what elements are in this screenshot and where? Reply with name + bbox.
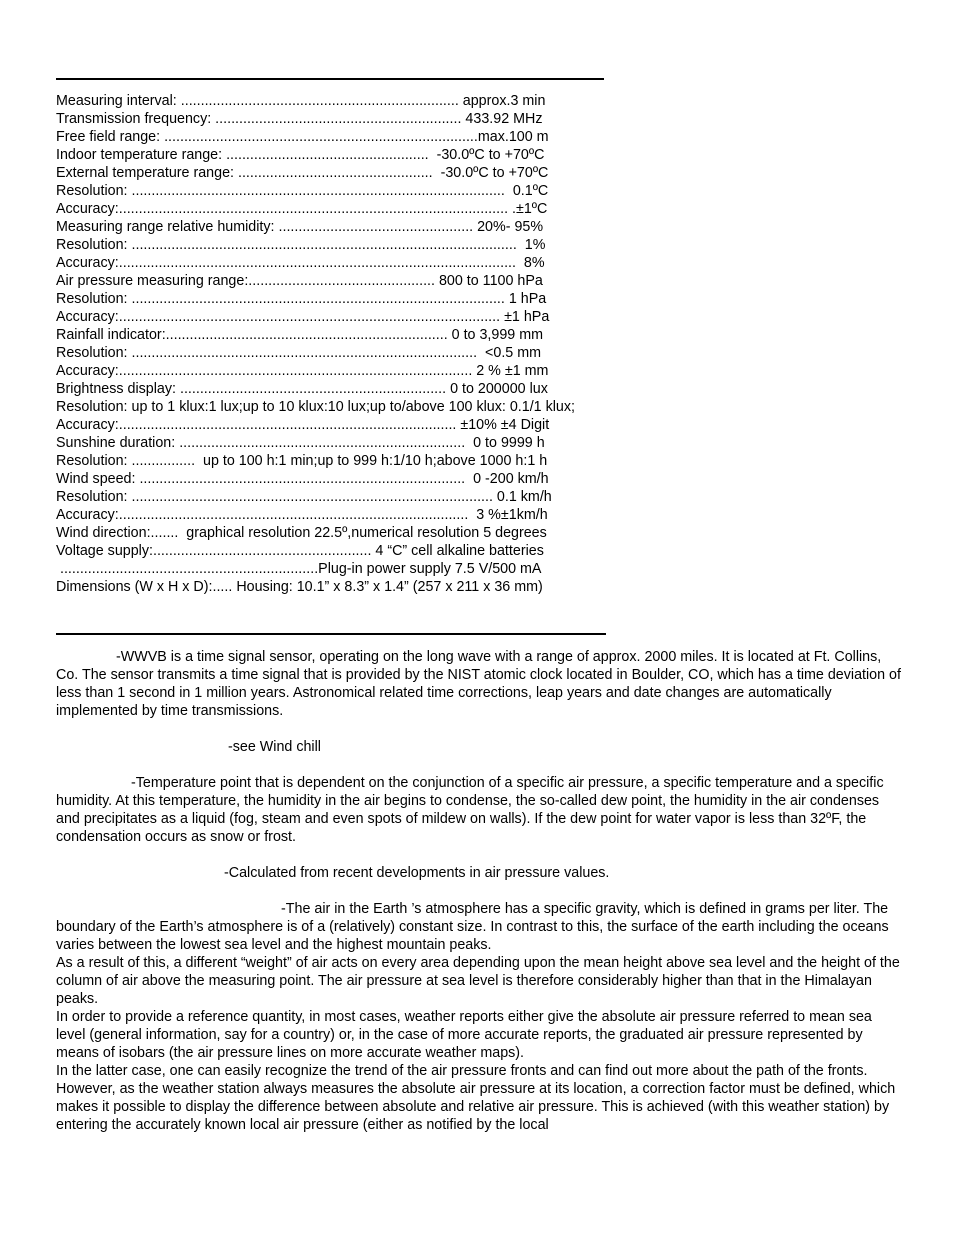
glossary-air-pressure-paragraph: In the latter case, one can easily recognize the trend of the air pressure fronts and can find out more about the path of the fronts. bbox=[56, 1063, 868, 1079]
spec-humidity-accuracy: Accuracy:.................................................................................................... 8% bbox=[56, 255, 545, 271]
specifications-list bbox=[56, 92, 626, 596]
spec-external-temperature-range: External temperature range: ................................................. -30.0ºC to +70ºC bbox=[56, 165, 549, 181]
spec-rainfall-indicator: Rainfall indicator:....................................................................... 0 to 3,999 mm bbox=[56, 327, 544, 343]
spec-temperature-accuracy: Accuracy:.................................................................................................. .±1ºC bbox=[56, 201, 548, 217]
spec-wind-speed-resolution: Resolution: ........................................................................................... 0.1 km/h bbox=[56, 489, 552, 505]
spec-wind-direction: Wind direction:....... graphical resolution 22.5º,numerical resolution 5 degrees bbox=[56, 525, 547, 541]
spec-humidity-resolution: Resolution: ................................................................................................. 1% bbox=[56, 237, 546, 253]
spec-air-pressure-resolution: Resolution: .............................................................................................. 1 hPa bbox=[56, 291, 547, 307]
spec-wind-speed-accuracy: Accuracy:........................................................................................ 3 %±1km/h bbox=[56, 507, 548, 523]
spec-dimensions: Dimensions (W x H x D):..... Housing: 10.1” x 8.3” x 1.4” (257 x 211 x 36 mm) bbox=[56, 579, 543, 595]
section-divider-top bbox=[56, 78, 604, 80]
glossary-dew-point: -Temperature point that is dependent on the conjunction of a specific air pressure, a specific temperature and a specific humidity. At this temperature, the humidity in the air begins to condense, the so-called dew point, the humidity in the air condenses and precipitates as a liquid (fog, steam and even spots of mildew on walls). If the dew point for water vapor is less than 32ºF, the condensation occurs as snow or frost. bbox=[56, 775, 884, 845]
spec-brightness-display: Brightness display: ................................................................... 0 to 200000 lux bbox=[56, 381, 548, 397]
spec-transmission-frequency: Transmission frequency: .............................................................. 433.92 MHz bbox=[56, 111, 543, 127]
glossary-air-pressure-paragraph: As a result of this, a different “weight” of air acts on every area depending upon the mean height above sea level and the height of the column of air above the measuring point. The air pressure at sea level is therefore considerably higher than that in the Himalayan peaks. bbox=[56, 955, 900, 1007]
spec-wind-speed: Wind speed: .................................................................................. 0 -200 km/h bbox=[56, 471, 549, 487]
spec-temperature-resolution: Resolution: .............................................................................................. 0.1ºC bbox=[56, 183, 549, 199]
spec-air-pressure-accuracy: Accuracy:................................................................................................ ±1 hPa bbox=[56, 309, 550, 325]
spec-measuring-interval: Measuring interval: ...................................................................... approx.3 min bbox=[56, 93, 546, 109]
spec-rainfall-accuracy: Accuracy:......................................................................................... 2 % ±1 mm bbox=[56, 363, 549, 379]
spec-rainfall-resolution: Resolution: ....................................................................................... <0.5 mm bbox=[56, 345, 542, 361]
spec-brightness-accuracy: Accuracy:..................................................................................... ±10% ±4 Digit bbox=[56, 417, 550, 433]
glossary-air-pressure: -The air in the Earth ’s atmosphere has a specific gravity, which is defined in grams per liter. The boundary of the Earth’s atmosphere is of a (relatively) constant size. In contrast to this, the surface of the earth including the oceans varies between the lowest sea level and the highest mountain peaks. bbox=[56, 901, 889, 953]
spec-plugin-power-supply: .................................................................Plug-in power supply 7.5 V/500 mA bbox=[56, 561, 542, 577]
glossary-air-pressure-paragraph: However, as the weather station always measures the absolute air pressure at its location, a correction factor must be defined, which makes it possible to display the difference between absolute and relative air pressure. This is achieved (with this weather station) by entering the accurately known local air pressure (either as notified by the local bbox=[56, 1081, 896, 1133]
glossary-section bbox=[56, 648, 901, 1134]
spec-sunshine-duration: Sunshine duration: ........................................................................ 0 to 9999 h bbox=[56, 435, 545, 451]
glossary-pressure-trend: -Calculated from recent developments in air pressure values. bbox=[224, 865, 610, 881]
glossary-wwvb: -WWVB is a time signal sensor, operating on the long wave with a range of approx. 2000 miles. It is located at Ft. Collins, Co. The sensor transmits a time signal that is provided by the NIST atomic clock located in Boulder, CO, which has a time deviation of less than 1 second in 1 million years. Astronomical related time corrections, leap years and date changes are automatically implemented by time transmissions. bbox=[56, 649, 901, 719]
section-divider-glossary bbox=[56, 633, 606, 635]
spec-air-pressure-range: Air pressure measuring range:............................................... 800 to 1100 hPa bbox=[56, 273, 543, 289]
spec-free-field-range: Free field range: ...............................................................................max.100 m bbox=[56, 129, 549, 145]
spec-brightness-resolution: Resolution: up to 1 klux:1 lux;up to 10 klux:10 lux;up to/above 100 klux: 0.1/1 klux; bbox=[56, 399, 575, 415]
spec-indoor-temperature-range: Indoor temperature range: ................................................... -30.0ºC to +70ºC bbox=[56, 147, 545, 163]
glossary-air-pressure-paragraph: In order to provide a reference quantity, in most cases, weather reports either give the absolute air pressure referred to mean sea level (general information, say for a country) or, in the case of more accurate reports, the graduated air pressure represented by means of isobars (the air pressure lines on more accurate weather maps). bbox=[56, 1009, 872, 1061]
spec-voltage-supply: Voltage supply:....................................................... 4 “C” cell alkaline batteries bbox=[56, 543, 544, 559]
spec-sunshine-resolution: Resolution: ................ up to 100 h:1 min;up to 999 h:1/10 h;above 1000 h:1 h bbox=[56, 453, 548, 469]
spec-humidity-range: Measuring range relative humidity: ................................................. 20%- 95% bbox=[56, 219, 544, 235]
glossary-wind-chill-reference: -see Wind chill bbox=[228, 739, 321, 755]
